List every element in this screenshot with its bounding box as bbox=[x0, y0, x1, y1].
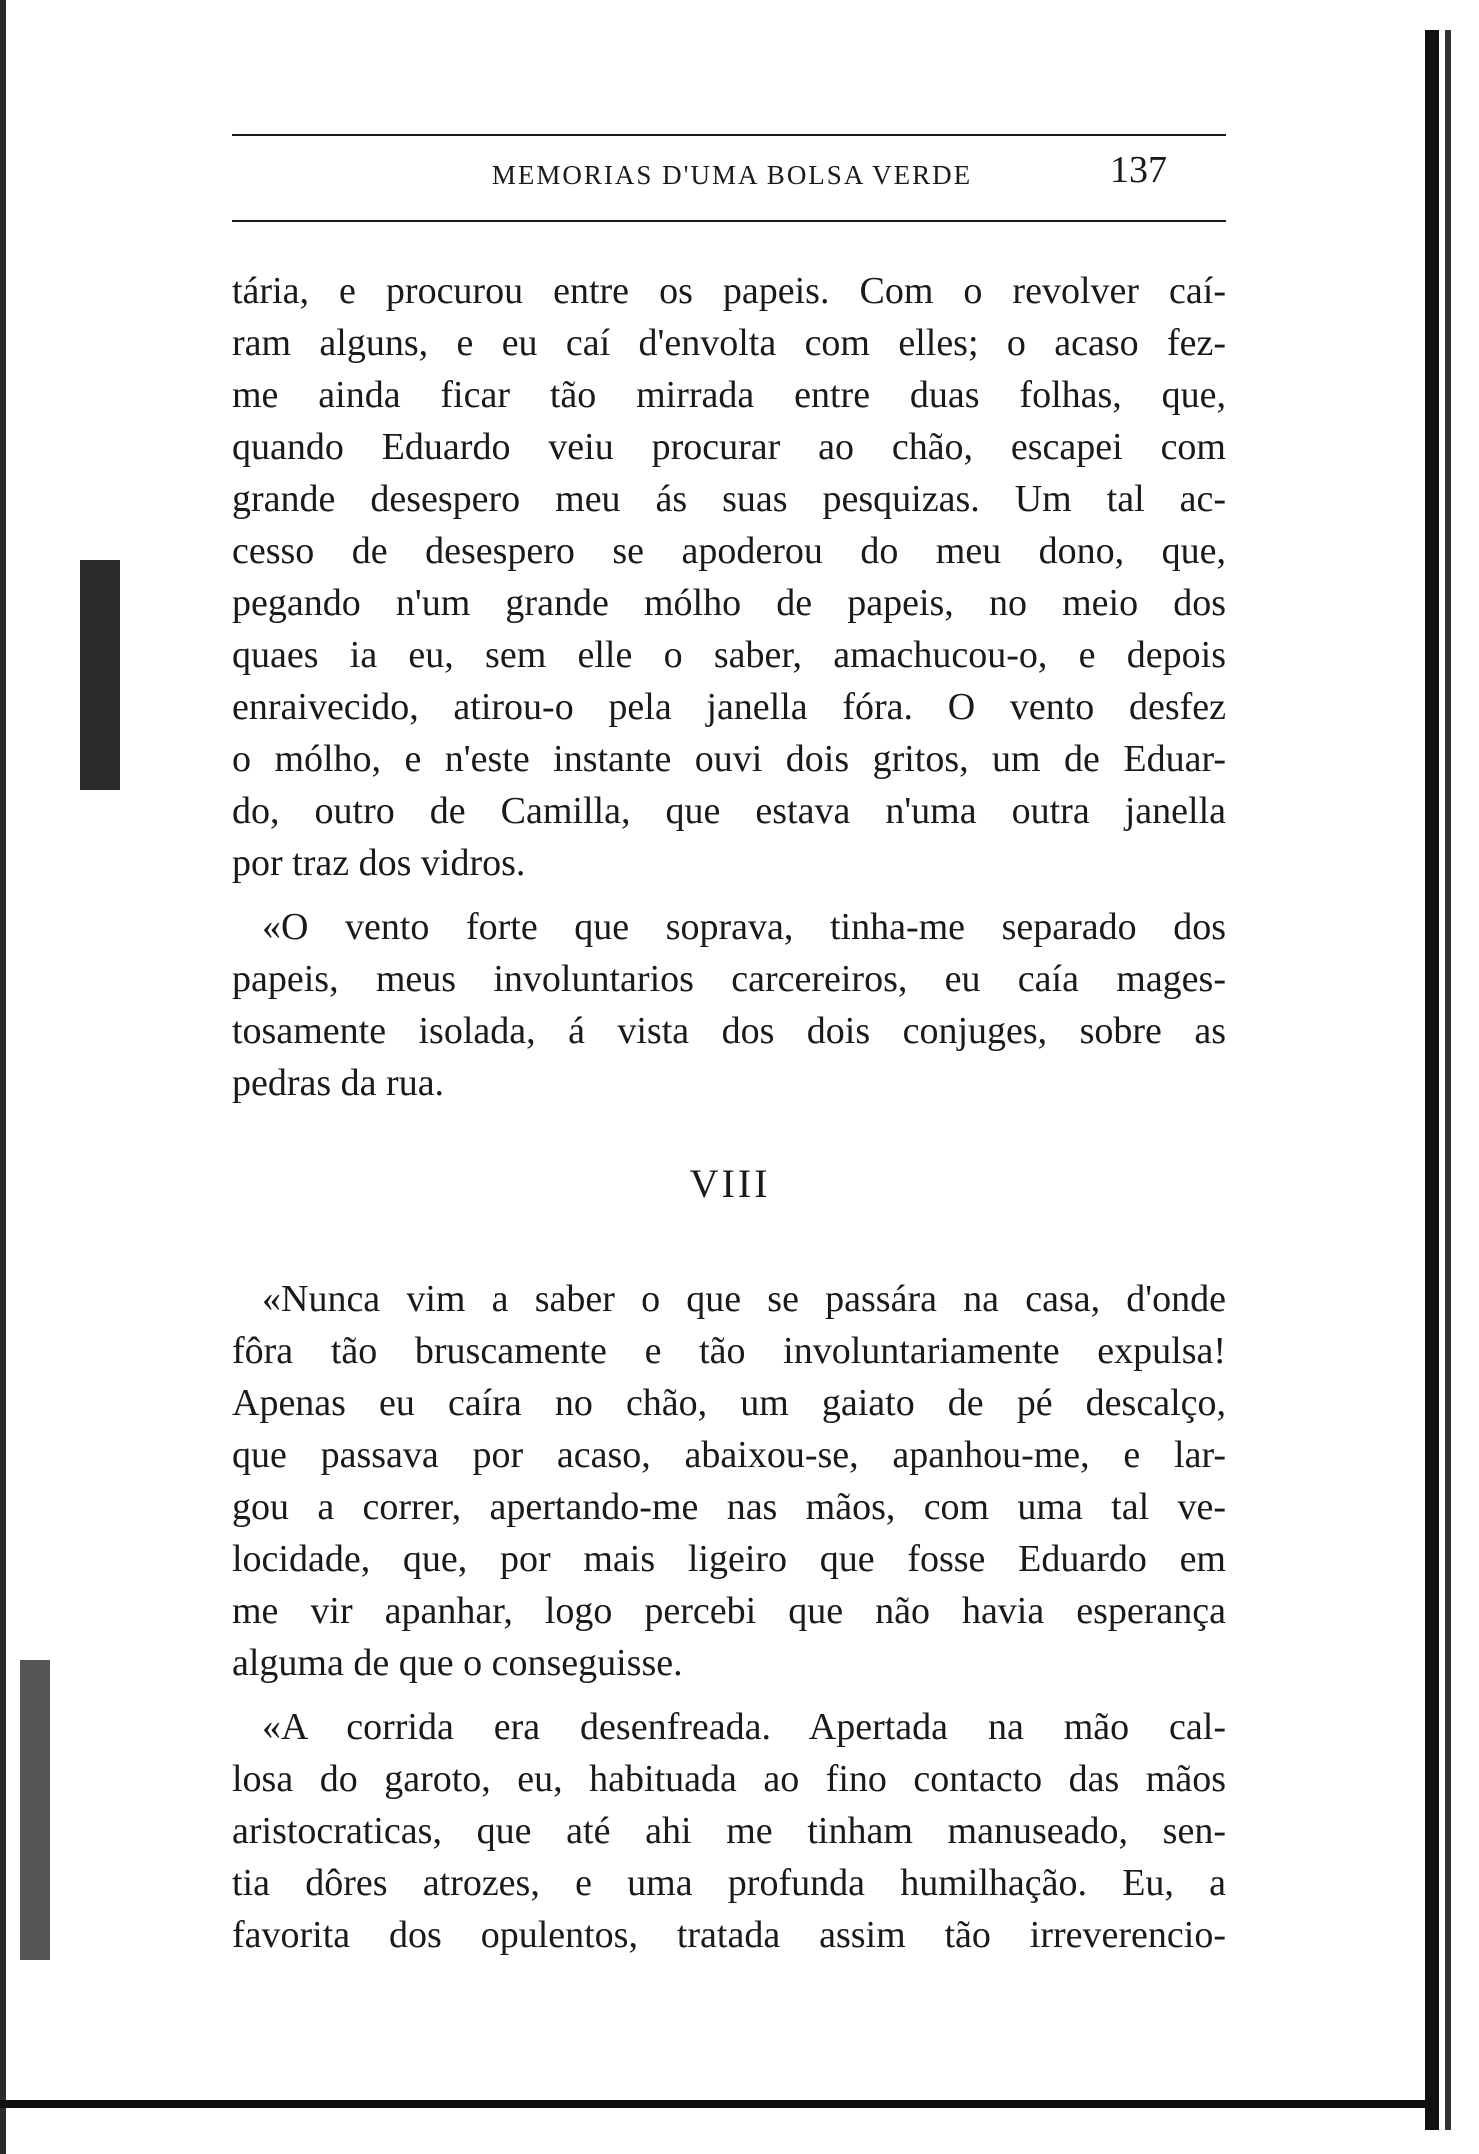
text-line: por traz dos vidros. bbox=[232, 842, 526, 884]
chapter-heading: VIII bbox=[689, 1161, 771, 1206]
binding-mark bbox=[20, 1660, 50, 1960]
text-line: enraivecido, atirou-o pela janella fóra. O vento desfez bbox=[232, 686, 1226, 728]
text-line: do, outro de Camilla, que estava n'uma outra janella bbox=[232, 790, 1226, 832]
text-line: «A corrida era desenfreada. Apertada na mão cal- bbox=[262, 1706, 1226, 1748]
page-number: 137 bbox=[1110, 149, 1167, 191]
header-rule-bottom bbox=[232, 220, 1226, 222]
text-line: quaes ia eu, sem elle o saber, amachucou-o, e depois bbox=[232, 634, 1226, 676]
text-line: pedras da rua. bbox=[232, 1062, 445, 1104]
text-line: losa do garoto, eu, habituada ao fino contacto das mãos bbox=[232, 1758, 1226, 1800]
text-line: alguma de que o conseguisse. bbox=[232, 1642, 683, 1684]
page-edge-bottom bbox=[0, 2100, 1425, 2108]
header-rule-top bbox=[232, 134, 1226, 136]
text-line: gou a correr, apertando-me nas mãos, com uma tal ve- bbox=[232, 1486, 1226, 1528]
text-line: Apenas eu caíra no chão, um gaiato de pé descalço, bbox=[232, 1382, 1226, 1424]
text-line: pegando n'um grande mólho de papeis, no meio dos bbox=[232, 582, 1226, 624]
text-line: tia dôres atrozes, e uma profunda humilhação. Eu, a bbox=[232, 1862, 1226, 1904]
binding-shadow bbox=[80, 560, 120, 790]
text-line: o mólho, e n'este instante ouvi dois gritos, um de Eduar- bbox=[232, 738, 1226, 780]
text-line: fôra tão bruscamente e tão involuntariamente expulsa! bbox=[232, 1330, 1226, 1372]
text-line: aristocraticas, que até ahi me tinham manuseado, sen- bbox=[232, 1810, 1226, 1852]
text-line: cesso de desespero se apoderou do meu dono, que, bbox=[232, 530, 1226, 572]
text-line: «O vento forte que soprava, tinha-me separado dos bbox=[262, 906, 1226, 948]
text-line: que passava por acaso, abaixou-se, apanhou-me, e lar- bbox=[232, 1434, 1226, 1476]
page-edge-right-inner bbox=[1445, 30, 1451, 2130]
text-line: me vir apanhar, logo percebi que não havia esperança bbox=[232, 1590, 1226, 1632]
text-line: tosamente isolada, á vista dos dois conjuges, sobre as bbox=[232, 1010, 1226, 1052]
running-title: MEMORIAS D'UMA BOLSA VERDE bbox=[491, 160, 973, 190]
text-line: «Nunca vim a saber o que se passára na casa, d'onde bbox=[262, 1278, 1226, 1320]
text-line: me ainda ficar tão mirrada entre duas folhas, que, bbox=[232, 374, 1226, 416]
text-line: papeis, meus involuntarios carcereiros, eu caía mages- bbox=[232, 958, 1226, 1000]
page-edge-right bbox=[1425, 30, 1439, 2130]
text-line: tária, e procurou entre os papeis. Com o revolver caí- bbox=[232, 270, 1226, 312]
text-line: ram alguns, e eu caí d'envolta com elles; o acaso fez- bbox=[232, 322, 1226, 364]
text-line: locidade, que, por mais ligeiro que fosse Eduardo em bbox=[232, 1538, 1226, 1580]
text-line: grande desespero meu ás suas pesquizas. Um tal ac- bbox=[232, 478, 1226, 520]
page-edge-left bbox=[0, 0, 6, 2154]
text-line: quando Eduardo veiu procurar ao chão, escapei com bbox=[232, 426, 1226, 468]
text-line: favorita dos opulentos, tratada assim tão irreverencio- bbox=[232, 1914, 1226, 1956]
